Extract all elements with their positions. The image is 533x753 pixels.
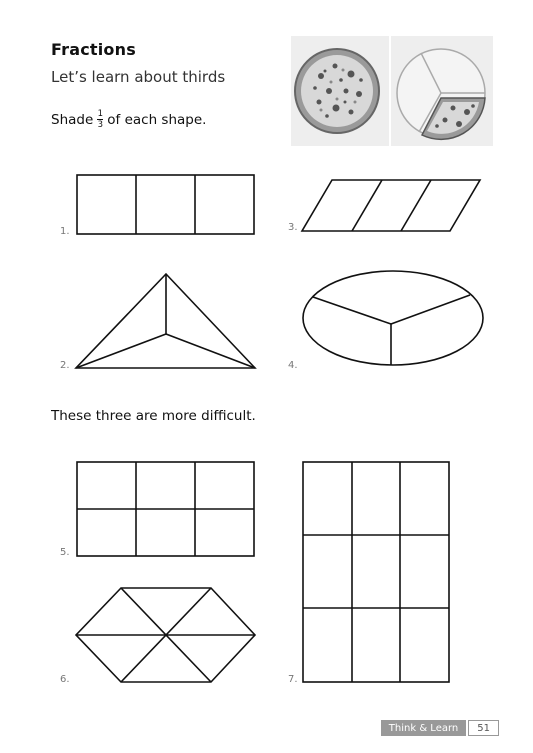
whole-pizza-icon (295, 49, 379, 133)
shape-1-rectangle-thirds[interactable] (77, 175, 255, 235)
instruction-suffix: of each shape. (107, 111, 207, 128)
exercise-number-1: 1. (60, 226, 70, 237)
exercise-number-7: 7. (288, 674, 298, 685)
difficult-note: These three are more difficult. (51, 408, 256, 424)
shape-5-grid-sixths[interactable] (77, 462, 255, 558)
instruction (51, 110, 206, 129)
page-footer (381, 720, 499, 736)
pizza-image (291, 36, 493, 146)
fraction-numerator: 1 (97, 109, 103, 119)
shape-7-grid-ninths[interactable] (303, 462, 451, 684)
exercise-number-4: 4. (288, 360, 298, 371)
shape-4-ellipse-thirds[interactable] (302, 270, 486, 368)
exercise-number-3: 3. (288, 222, 298, 233)
exercise-number-2: 2. (60, 360, 70, 371)
shape-2-triangle-thirds[interactable] (76, 274, 256, 370)
fraction-one-third (97, 110, 103, 129)
page-subtitle: Let’s learn about thirds (51, 68, 226, 86)
fraction-denominator: 3 (97, 120, 103, 130)
footer-series-label: Think & Learn (381, 720, 466, 736)
instruction-prefix: Shade (51, 111, 94, 128)
exercise-number-5: 5. (60, 547, 70, 558)
page-title: Fractions (51, 40, 136, 59)
exercise-number-6: 6. (60, 674, 70, 685)
shape-6-hexagon-sixths[interactable] (76, 588, 256, 684)
page-number: 51 (468, 720, 499, 736)
pizza-illustrations (291, 36, 493, 146)
shape-3-parallelogram-thirds[interactable] (302, 180, 482, 232)
